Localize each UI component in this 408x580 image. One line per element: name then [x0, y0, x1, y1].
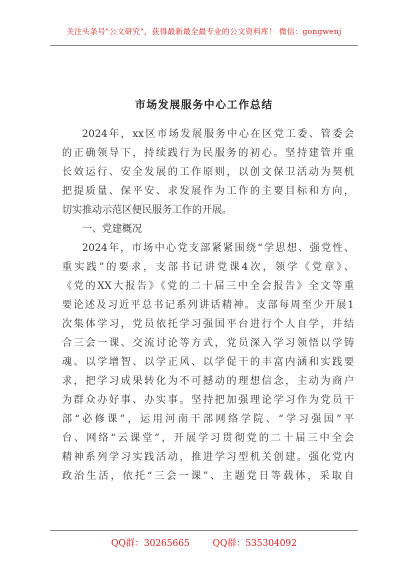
body-line: 长效运行、安全发展的工作原则，以创文保卫活动为契机	[62, 167, 354, 178]
body-line: 切实推动示范区便民服务工作的开展。	[62, 205, 232, 216]
body-line: 合三会一课、交流讨论等方式，党员深入学习领悟以学铸	[62, 338, 354, 349]
body-line: 《党的XX大报告》《党的二十届三中全会报告》全文等重	[62, 281, 354, 292]
body-line: 的正确领导下，持续践行为民服务的初心。坚持建管并重	[62, 148, 354, 159]
body-line: 魂、以学增智、以学正风、以学促干的丰富内涵和实践要	[62, 357, 354, 368]
footer	[0, 536, 408, 549]
body-line: 2024年，xx区市场发展服务中心在区党工委、管委会	[82, 129, 354, 140]
body-line: 部“必修课”，运用河南干部网络学院、“学习强国”平	[62, 414, 354, 425]
top-banner: 关注头条号"公文研究"，获得最新最全最专业的公文资料库！ 微信：gongwenj	[66, 27, 342, 36]
footer-qq-group-1: QQ群：30265665	[111, 539, 190, 549]
document-title: 市场发展服务中心工作总结	[135, 99, 273, 111]
body-line: 2024年，市场中心党支部紧紧围绕“学思想、强党性、	[82, 243, 354, 254]
document-body	[62, 125, 354, 486]
body-line: 把提质量、保平安、求发展作为工作的主要目标和方向，	[62, 186, 354, 197]
body-line: 精神系列学习实践活动，推进学习型机关创建。强化党内	[62, 452, 354, 463]
footer-qq-group-2: QQ群：535304092	[212, 539, 297, 549]
body-line: 为群众办好事、办实事。坚持把加强理论学习作为党员干	[62, 395, 354, 406]
body-line: 重实践”的要求，支部书记讲党课4次，领学《党章》、	[62, 262, 354, 273]
body-line: 次集体学习，党员依托学习强国平台进行个人自学，并结	[62, 319, 354, 330]
body-line: 台、网络“云课堂”，开展学习贯彻党的二十届三中全会	[62, 433, 354, 444]
top-divider	[50, 45, 358, 46]
body-line: 政治生活，依托“三会一课”、主题党日等载体，采取自	[62, 471, 354, 482]
bottom-divider	[50, 530, 358, 531]
body-line: 要论述及习近平总书记系列讲话精神。支部每周至少开展1	[62, 300, 354, 311]
body-line: 求，把学习成果转化为不可撼动的理想信念，主动为商户	[62, 376, 354, 387]
section-heading: 一、党建概况	[82, 224, 142, 235]
